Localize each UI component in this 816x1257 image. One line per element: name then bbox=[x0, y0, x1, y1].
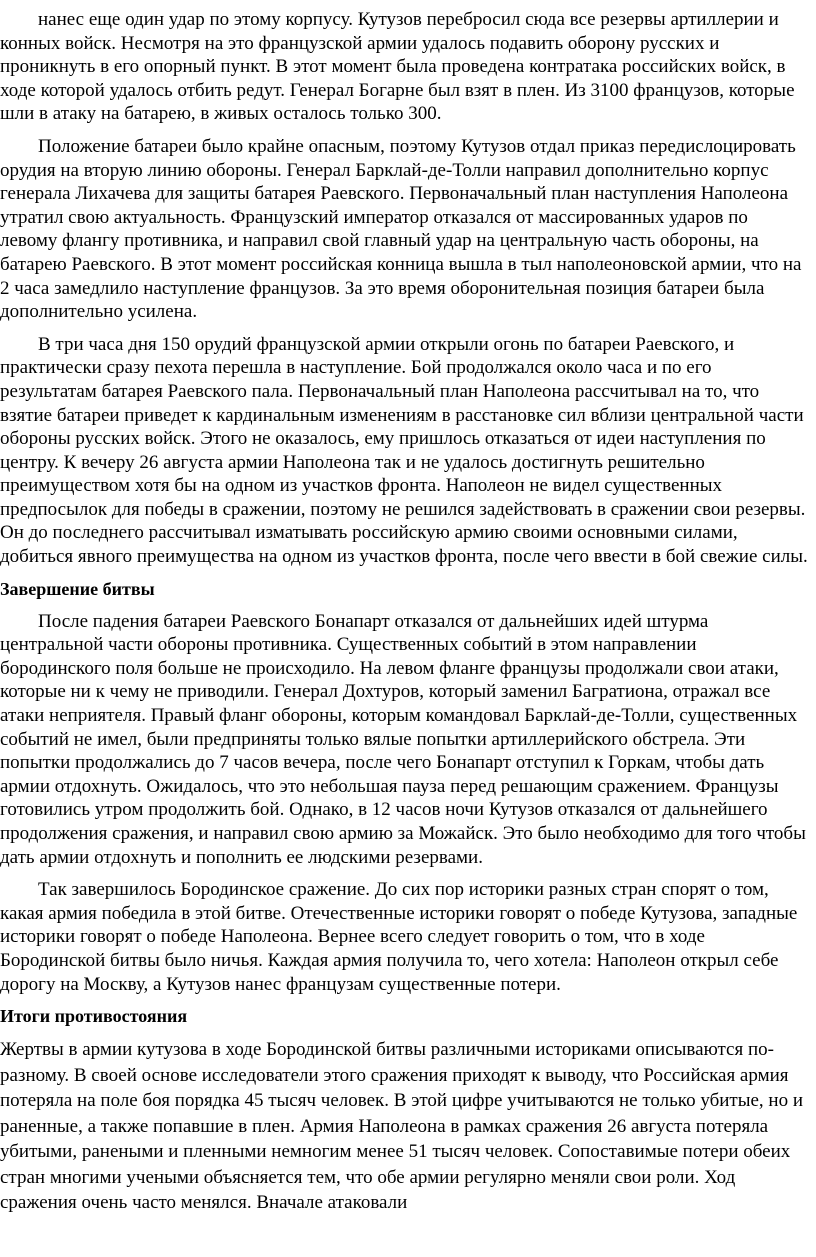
paragraph-6: Жертвы в армии кутузова в ходе Бородинской битвы различными историками описываются по-разному. В своей основе исследователи этого сражения приходят к выводу, что Российская армия потеряла на поле боя порядка 45 тысяч человек. В этой цифре учитываются не только убитые, но и раненные, а также попавшие в плен. Армия Наполеона в рамках сражения 26 августа потеряла убитыми, ранеными и пленными немногим менее 51 тысяч человек. Сопоставимые потери обеих стран многими учеными объясняется тем, что обе армии регулярно меняли свои роли. Ход сражения очень часто менялся. Вначале атаковали bbox=[0, 1039, 803, 1214]
paragraph-3: В три часа дня 150 орудий французской армии открыли огонь по батареи Раевского, и практически сразу пехота перешла в наступление. Бой продолжался около часа и по его результатам батарея Раевского пала. Первоначальный план Наполеона рассчитывал на то, что взятие батареи приведет к кардинальным изменениям в расстановке сил вблизи центральной части обороны русских войск. Этого не оказалось, ему пришлось отказаться от идеи наступления по центру. К вечеру 26 августа армии Наполеона так и не удалось достигнуть решительно преимуществом хотя бы на одном из участков фронта. Наполеон не видел существенных предпосылок для победы в сражении, поэтому не решился задействовать в сражении свои резервы. Он до последнего рассчитывал изматывать российскую армию своими основными силами, добиться явного преимущества на одном из участков фронта, после чего ввести в бой свежие силы. bbox=[0, 333, 808, 568]
section-heading-battle-end: Завершение битвы bbox=[0, 578, 155, 599]
paragraph-5: Так завершилось Бородинское сражение. До сих пор историки разных стран спорят о том, какая армия победила в этой битве. Отечественные историки говорят о победе Кутузова, западные историки говорят о победе Наполеона. Вернее всего следует говорить о том, что в ходе Бородинской битвы было ничья. Каждая армия получила то, чего хотела: Наполеон открыл себе дорогу на Москву, а Кутузов нанес французам существенные потери. bbox=[0, 879, 798, 995]
paragraph-4: После падения батареи Раевского Бонапарт отказался от дальнейших идей штурма центральной части обороны противника. Существенных событий в этом направлении бородинского поля больше не происходило. На левом фланге французы продолжали свои атаки, которые ни к чему не приводили. Генерал Дохтуров, который заменил Багратиона, отражал все атаки неприятеля. Правый фланг обороны, которым командовал Барклай-де-Толли, существенных событий не имел, были предприняты только вялые попытки артиллерийского обстрела. Эти попытки продолжались до 7 часов вечера, после чего Бонапарт отступил к Горкам, чтобы дать армии отдохнуть. Ожидалось, что это небольшая пауза перед решающим сражением. Французы готовились утром продолжить бой. Однако, в 12 часов ночи Кутузов отказался от дальнейшего продолжения сражения, и направил свою армию за Можайск. Это было необходимо для того чтобы дать армии отдохнуть и пополнить ее людскими резервами. bbox=[0, 610, 806, 868]
paragraph-2: Положение батареи было крайне опасным, поэтому Кутузов отдал приказ передислоцировать орудия на вторую линию обороны. Генерал Барклай-де-Толли направил дополнительно корпус генерала Лихачева для защиты батарея Раевского. Первоначальный план наступления Наполеона утратил свою актуальность. Французский император отказался от массированных ударов по левому флангу противника, и направил свой главный удар на центральную часть обороны, на батарею Раевского. В этот момент российская конница вышла в тыл наполеоновской армии, что на 2 часа замедлило наступление французов. За это время оборонительная позиция батареи была дополнительно усилена. bbox=[0, 135, 802, 323]
paragraph-1: нанес еще один удар по этому корпусу. Кутузов перебросил сюда все резервы артиллерии и конных войск. Несмотря на это французской армии удалось подавить оборону русских и проникнуть в его опорный пункт. В этот момент была проведена контратака российских войск, в ходе которой удалось отбить редут. Генерал Богарне был взят в плен. Из 3100 французов, которые шли в атаку на батарею, в живых осталось только 300. bbox=[0, 9, 795, 125]
section-heading-results: Итоги противостояния bbox=[0, 1006, 188, 1027]
